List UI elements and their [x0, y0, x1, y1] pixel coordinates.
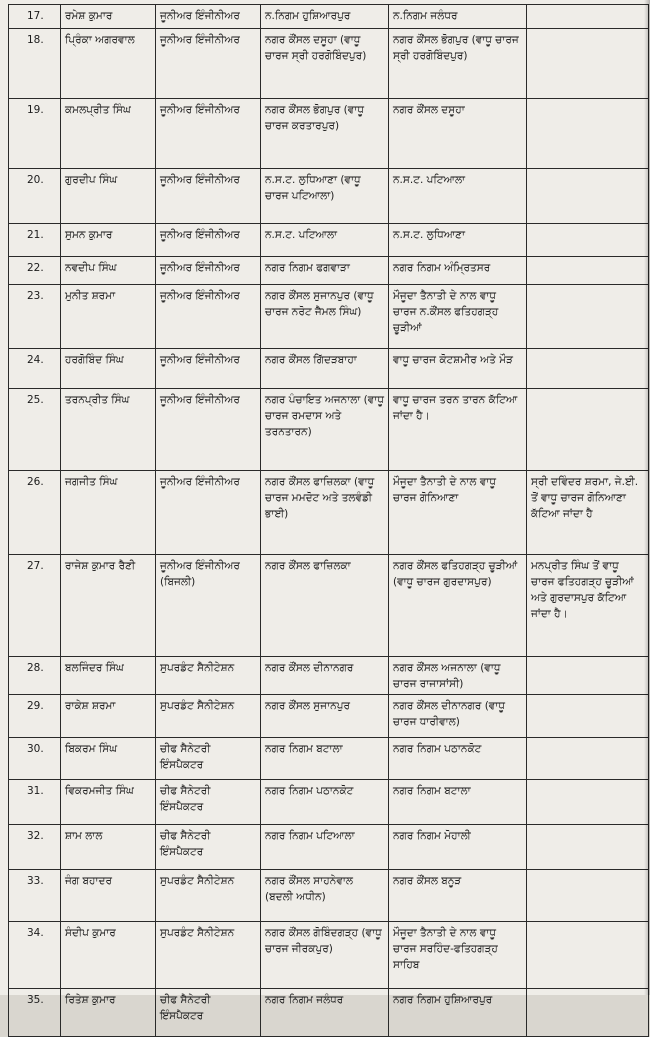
- serial-cell: 18.: [9, 29, 61, 99]
- serial-cell: 21.: [9, 224, 61, 257]
- designation-cell: ਜੂਨੀਅਰ ਇੰਜੀਨੀਅਰ: [156, 29, 261, 99]
- designation-cell: ਚੀਫ ਸੈਨੇਟਰੀ ਇੰਸਪੈਕਟਰ: [156, 780, 261, 825]
- serial-cell: 23.: [9, 285, 61, 349]
- current-posting-cell: ਨਗਰ ਨਿਗਮ ਪਠਾਨਕੋਟ: [261, 780, 389, 825]
- new-posting-cell: ਨ.ਨਿਗਮ ਜਲੰਧਰ: [389, 5, 527, 29]
- name-cell: ਮੁਨੀਤ ਸ਼ਰਮਾ: [61, 285, 156, 349]
- current-posting-cell: ਨਗਰ ਕੌਂਸਲ ਫਾਜ਼ਿਲਕਾ: [261, 555, 389, 657]
- table-row: [9, 870, 649, 922]
- serial-cell: 24.: [9, 349, 61, 389]
- page-edge-shadow: [644, 0, 650, 995]
- name-cell: ਰਿਤੇਸ਼ ਕੁਮਾਰ: [61, 989, 156, 1037]
- new-posting-cell: ਨਗਰ ਕੌਂਸਲ ਅਜਨਾਲਾ (ਵਾਧੂ ਚਾਰਜ ਰਾਜਾਸਾਂਸੀ): [389, 657, 527, 695]
- new-posting-cell: ਨਗਰ ਨਿਗਮ ਅੰਮ੍ਰਿਤਸਰ: [389, 257, 527, 285]
- name-cell: ਰਾਕੇਸ਼ ਸ਼ਰਮਾ: [61, 695, 156, 738]
- name-cell: ਸ਼ਾਮ ਲਾਲ: [61, 825, 156, 870]
- table-row: [9, 99, 649, 169]
- current-posting-cell: ਨਗਰ ਨਿਗਮ ਫਗਵਾੜਾ: [261, 257, 389, 285]
- designation-cell: ਜੂਨੀਅਰ ਇੰਜੀਨੀਅਰ: [156, 389, 261, 471]
- current-posting-cell: ਨਗਰ ਨਿਗਮ ਪਟਿਆਲਾ: [261, 825, 389, 870]
- designation-cell: ਜੂਨੀਅਰ ਇੰਜੀਨੀਅਰ: [156, 285, 261, 349]
- current-posting-cell: ਨਗਰ ਕੌਂਸਲ ਗਿੱਦੜਬਾਹਾ: [261, 349, 389, 389]
- new-posting-cell: ਨਗਰ ਕੌਂਸਲ ਫਤਿਹਗੜ੍ਹ ਚੂੜੀਆਂ (ਵਾਧੂ ਚਾਰਜ ਗੁਰਦਾਸਪੁਰ): [389, 555, 527, 657]
- remarks-cell: [527, 99, 649, 169]
- designation-cell: ਜੂਨੀਅਰ ਇੰਜੀਨੀਅਰ: [156, 257, 261, 285]
- name-cell: ਰਮੇਸ਼ ਕੁਮਾਰ: [61, 5, 156, 29]
- remarks-cell: [527, 29, 649, 99]
- serial-cell: 28.: [9, 657, 61, 695]
- current-posting-cell: ਨਗਰ ਕੌਂਸਲ ਸਾਹਨੇਵਾਲ (ਬਦਲੀ ਅਧੀਨ): [261, 870, 389, 922]
- remarks-cell: [527, 657, 649, 695]
- designation-cell: ਚੀਫ ਸੈਨੇਟਰੀ ਇੰਸਪੈਕਟਰ: [156, 738, 261, 780]
- serial-cell: 26.: [9, 471, 61, 555]
- new-posting-cell: ਨਗਰ ਨਿਗਮ ਬਟਾਲਾ: [389, 780, 527, 825]
- new-posting-cell: ਮੌਜੂਦਾ ਤੈਨਾਤੀ ਦੇ ਨਾਲ ਵਾਧੂ ਚਾਰਜ ਨ.ਕੌਂਸਲ ਫਤਿਹਗੜ੍ਹ ਚੂੜੀਆਂ: [389, 285, 527, 349]
- table-row: [9, 989, 649, 1037]
- new-posting-cell: ਨਗਰ ਕੌਂਸਲ ਭੋਗਪੁਰ (ਵਾਧੂ ਚਾਰਜ ਸ੍ਰੀ ਹਰਗੋਬਿੰਦਪੁਰ): [389, 29, 527, 99]
- remarks-cell: [527, 695, 649, 738]
- serial-cell: 20.: [9, 169, 61, 224]
- table-row: [9, 555, 649, 657]
- current-posting-cell: ਨਗਰ ਕੌਂਸਲ ਫਾਜ਼ਿਲਕਾ (ਵਾਧੂ ਚਾਰਜ ਮਮਦੋਟ ਅਤੇ ਤਲਵੰਡੀ ਭਾਈ): [261, 471, 389, 555]
- name-cell: ਜੰਗ ਬਹਾਦਰ: [61, 870, 156, 922]
- remarks-cell: [527, 257, 649, 285]
- remarks-cell: [527, 285, 649, 349]
- current-posting-cell: ਨਗਰ ਕੌਂਸਲ ਗੋਬਿੰਦਗੜ੍ਹ (ਵਾਧੂ ਚਾਰਜ ਜੀਰਕਪੁਰ): [261, 922, 389, 989]
- serial-cell: 17.: [9, 5, 61, 29]
- name-cell: ਪ੍ਰਿੰਕਾ ਅਗਰਵਾਲ: [61, 29, 156, 99]
- name-cell: ਜਗਜੀਤ ਸਿੰਘ: [61, 471, 156, 555]
- designation-cell: ਜੂਨੀਅਰ ਇੰਜੀਨੀਅਰ: [156, 99, 261, 169]
- name-cell: ਤਰਨਪ੍ਰੀਤ ਸਿੰਘ: [61, 389, 156, 471]
- current-posting-cell: ਨਗਰ ਕੌਂਸਲ ਦਸੂਹਾ (ਵਾਧੂ ਚਾਰਜ ਸ੍ਰੀ ਹਰਗੋਬਿੰਦਪੁਰ): [261, 29, 389, 99]
- table-row: [9, 738, 649, 780]
- table-row: [9, 389, 649, 471]
- table-row: [9, 5, 649, 29]
- new-posting-cell: ਨ.ਸ.ਟ. ਲੁਧਿਆਣਾ: [389, 224, 527, 257]
- new-posting-cell: ਵਾਧੂ ਚਾਰਜ ਕੋਟਸ਼ਮੀਰ ਅਤੇ ਮੌੜ: [389, 349, 527, 389]
- current-posting-cell: ਨਗਰ ਨਿਗਮ ਬਟਾਲਾ: [261, 738, 389, 780]
- current-posting-cell: ਨਗਰ ਪੰਚਾਇਤ ਅਜਨਾਲਾ (ਵਾਧੂ ਚਾਰਜ ਰਮਦਾਸ ਅਤੇ ਤਰਨਤਾਰਨ): [261, 389, 389, 471]
- new-posting-cell: ਵਾਧੂ ਚਾਰਜ ਤਰਨ ਤਾਰਨ ਕੱਟਿਆ ਜਾਂਦਾ ਹੈ।: [389, 389, 527, 471]
- new-posting-cell: ਨਗਰ ਕੌਂਸਲ ਦਸੂਹਾ: [389, 99, 527, 169]
- table-row: [9, 825, 649, 870]
- designation-cell: ਜੂਨੀਅਰ ਇੰਜੀਨੀਅਰ: [156, 349, 261, 389]
- designation-cell: ਜੂਨੀਅਰ ਇੰਜੀਨੀਅਰ: [156, 169, 261, 224]
- name-cell: ਗੁਰਦੀਪ ਸਿੰਘ: [61, 169, 156, 224]
- remarks-cell: [527, 169, 649, 224]
- name-cell: ਸੰਦੀਪ ਕੁਮਾਰ: [61, 922, 156, 989]
- name-cell: ਬਲਜਿੰਦਰ ਸਿੰਘ: [61, 657, 156, 695]
- current-posting-cell: ਨ.ਸ.ਟ. ਲੁਧਿਆਣਾ (ਵਾਧੂ ਚਾਰਜ ਪਟਿਆਲਾ): [261, 169, 389, 224]
- serial-cell: 33.: [9, 870, 61, 922]
- table-row: [9, 257, 649, 285]
- table-row: [9, 922, 649, 989]
- serial-cell: 29.: [9, 695, 61, 738]
- designation-cell: ਜੂਨੀਅਰ ਇੰਜੀਨੀਅਰ: [156, 224, 261, 257]
- new-posting-cell: ਮੌਜੂਦਾ ਤੈਨਾਤੀ ਦੇ ਨਾਲ ਵਾਧੂ ਚਾਰਜ ਸਰਹਿੰਦ-ਫਤਿਹਗੜ੍ਹ ਸਾਹਿਬ: [389, 922, 527, 989]
- table-row: [9, 29, 649, 99]
- name-cell: ਬਿਕਰਮ ਸਿੰਘ: [61, 738, 156, 780]
- name-cell: ਸੁਮਨ ਕੁਮਾਰ: [61, 224, 156, 257]
- table-row: [9, 285, 649, 349]
- designation-cell: ਸੁਪਰਡੰਟ ਸੈਨੀਟੇਸ਼ਨ: [156, 870, 261, 922]
- serial-cell: 35.: [9, 989, 61, 1037]
- transfer-table-body: [9, 5, 649, 1037]
- remarks-cell: [527, 738, 649, 780]
- current-posting-cell: ਨਗਰ ਕੌਂਸਲ ਸੁਜਾਨਪੁਰ: [261, 695, 389, 738]
- table-row: [9, 224, 649, 257]
- table-row: [9, 780, 649, 825]
- serial-cell: 22.: [9, 257, 61, 285]
- designation-cell: ਜੂਨੀਅਰ ਇੰਜੀਨੀਅਰ (ਬਿਜਲੀ): [156, 555, 261, 657]
- new-posting-cell: ਨਗਰ ਨਿਗਮ ਹੁਸ਼ਿਆਰਪੁਰ: [389, 989, 527, 1037]
- new-posting-cell: ਮੌਜੂਦਾ ਤੈਨਾਤੀ ਦੇ ਨਾਲ ਵਾਧੂ ਚਾਰਜ ਗੋਨਿਆਣਾ: [389, 471, 527, 555]
- designation-cell: ਚੀਫ ਸੈਨੇਟਰੀ ਇੰਸਪੈਕਟਰ: [156, 989, 261, 1037]
- new-posting-cell: ਨਗਰ ਨਿਗਮ ਮੋਹਾਲੀ: [389, 825, 527, 870]
- serial-cell: 32.: [9, 825, 61, 870]
- designation-cell: ਸੁਪਰਡੰਟ ਸੈਨੀਟੇਸ਼ਨ: [156, 922, 261, 989]
- new-posting-cell: ਨ.ਸ.ਟ. ਪਟਿਆਲਾ: [389, 169, 527, 224]
- remarks-cell: [527, 5, 649, 29]
- new-posting-cell: ਨਗਰ ਕੌਂਸਲ ਦੀਨਾਨਗਰ (ਵਾਧੂ ਚਾਰਜ ਧਾਰੀਵਾਲ): [389, 695, 527, 738]
- table-row: [9, 169, 649, 224]
- designation-cell: ਚੀਫ ਸੈਨੇਟਰੀ ਇੰਸਪੈਕਟਰ: [156, 825, 261, 870]
- name-cell: ਵਿਕਰਮਜੀਤ ਸਿੰਘ: [61, 780, 156, 825]
- serial-cell: 27.: [9, 555, 61, 657]
- current-posting-cell: ਨਗਰ ਕੌਂਸਲ ਦੀਨਾਨਗਰ: [261, 657, 389, 695]
- table-row: [9, 657, 649, 695]
- transfer-table: [8, 4, 649, 1037]
- serial-cell: 19.: [9, 99, 61, 169]
- remarks-cell: [527, 780, 649, 825]
- remarks-cell: [527, 922, 649, 989]
- current-posting-cell: ਨਗਰ ਕੌਂਸਲ ਭੋਗਪੁਰ (ਵਾਧੂ ਚਾਰਜ ਕਰਤਾਰਪੁਰ): [261, 99, 389, 169]
- serial-cell: 30.: [9, 738, 61, 780]
- table-row: [9, 695, 649, 738]
- remarks-cell: [527, 349, 649, 389]
- remarks-cell: [527, 989, 649, 1037]
- current-posting-cell: ਨ.ਨਿਗਮ ਹੁਸ਼ਿਆਰਪੁਰ: [261, 5, 389, 29]
- remarks-cell: [527, 224, 649, 257]
- remarks-cell: ਮਨਪ੍ਰੀਤ ਸਿੰਘ ਤੋਂ ਵਾਧੂ ਚਾਰਜ ਫਤਿਹਗੜ੍ਹ ਚੂੜੀਆਂ ਅਤੇ ਗੁਰਦਾਸਪੁਰ ਕੱਟਿਆ ਜਾਂਦਾ ਹੈ।: [527, 555, 649, 657]
- designation-cell: ਸੁਪਰਡੰਟ ਸੈਨੀਟੇਸ਼ਨ: [156, 657, 261, 695]
- remarks-cell: [527, 825, 649, 870]
- designation-cell: ਜੂਨੀਅਰ ਇੰਜੀਨੀਅਰ: [156, 5, 261, 29]
- current-posting-cell: ਨ.ਸ.ਟ. ਪਟਿਆਲਾ: [261, 224, 389, 257]
- name-cell: ਨਵਦੀਪ ਸਿੰਘ: [61, 257, 156, 285]
- current-posting-cell: ਨਗਰ ਨਿਗਮ ਜਲੰਧਰ: [261, 989, 389, 1037]
- serial-cell: 34.: [9, 922, 61, 989]
- new-posting-cell: ਨਗਰ ਕੌਂਸਲ ਬਨੂੜ: [389, 870, 527, 922]
- current-posting-cell: ਨਗਰ ਕੌਂਸਲ ਸੁਜਾਨਪੁਰ (ਵਾਧੂ ਚਾਰਜ ਨਰੋਟ ਜੈਮਲ ਸਿੰਘ): [261, 285, 389, 349]
- serial-cell: 25.: [9, 389, 61, 471]
- name-cell: ਰਾਜੇਸ਼ ਕੁਮਾਰ ਰੈਣੀ: [61, 555, 156, 657]
- serial-cell: 31.: [9, 780, 61, 825]
- remarks-cell: [527, 389, 649, 471]
- table-row: [9, 471, 649, 555]
- name-cell: ਕਮਲਪ੍ਰੀਤ ਸਿੰਘ: [61, 99, 156, 169]
- new-posting-cell: ਨਗਰ ਨਿਗਮ ਪਠਾਨਕੋਟ: [389, 738, 527, 780]
- table-row: [9, 349, 649, 389]
- designation-cell: ਸੁਪਰਡੰਟ ਸੈਨੀਟੇਸ਼ਨ: [156, 695, 261, 738]
- remarks-cell: [527, 870, 649, 922]
- remarks-cell: ਸ੍ਰੀ ਦਵਿੰਦਰ ਸ਼ਰਮਾ, ਜੇ.ਈ. ਤੋਂ ਵਾਧੂ ਚਾਰਜ ਗੋਨਿਆਣਾ ਕੱਟਿਆ ਜਾਂਦਾ ਹੈ: [527, 471, 649, 555]
- designation-cell: ਜੂਨੀਅਰ ਇੰਜੀਨੀਅਰ: [156, 471, 261, 555]
- name-cell: ਹਰਗੋਬਿੰਦ ਸਿੰਘ: [61, 349, 156, 389]
